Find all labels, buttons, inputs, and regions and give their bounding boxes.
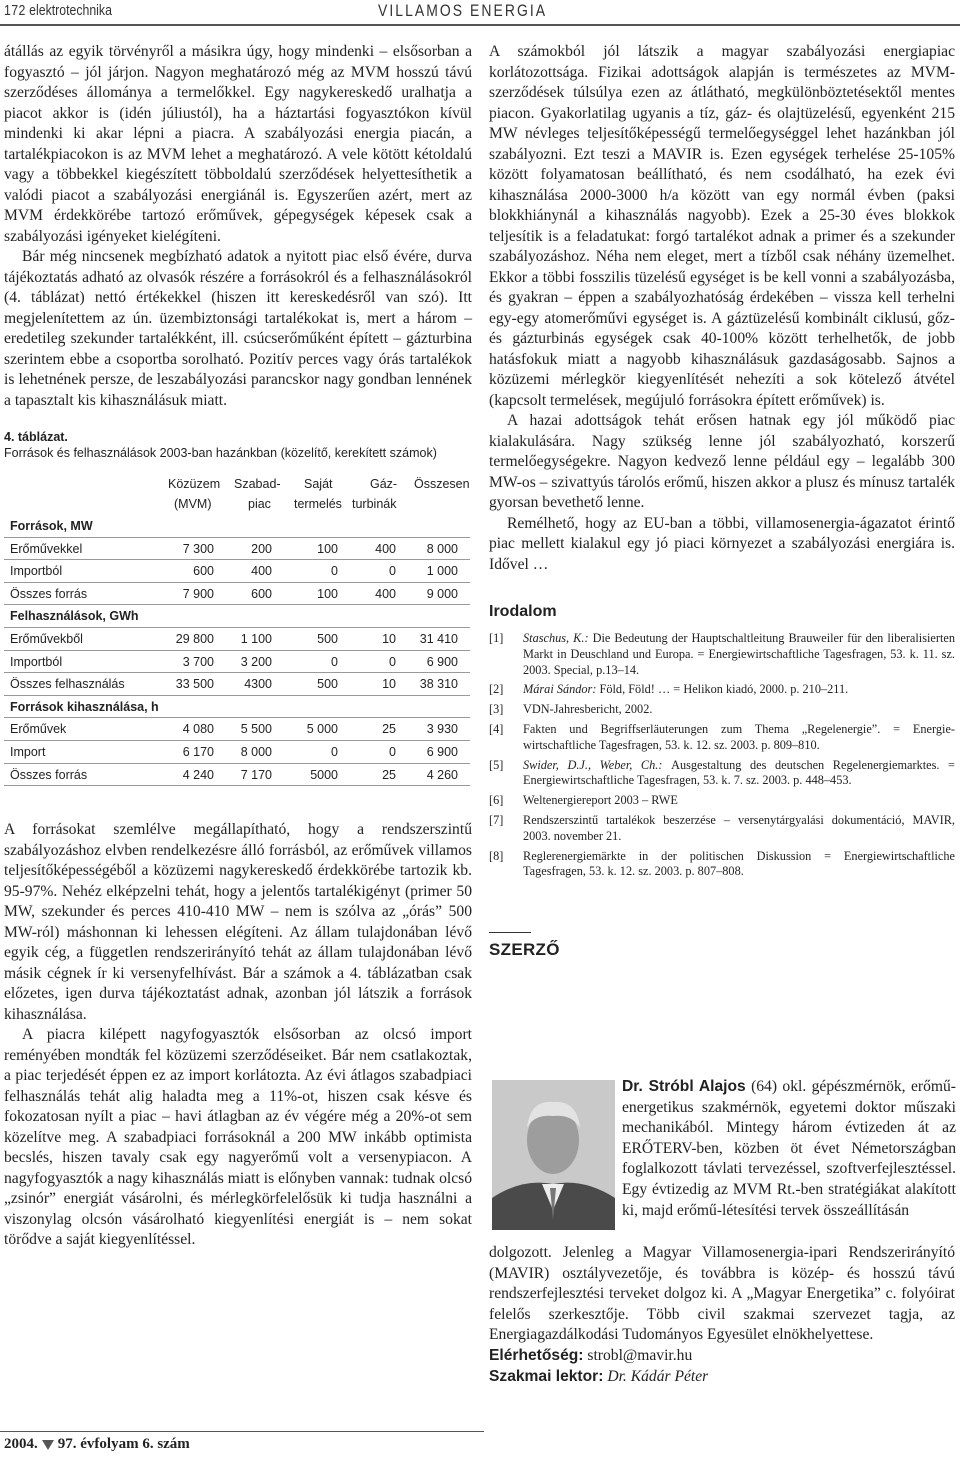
table-section-row bbox=[4, 515, 470, 538]
author-bio-part-2: dolgozott. Jelenleg a Magyar Villamosenergia-ipari Rendszerirányító (MAVIR) osztályvezetője, és továbbra is közép- és hosszú távú rendszerfejlesztési terveket dolgoz ki. A „Magyar Energetika” c. folyóirat felelős szerkesztője. Több civil szakmai szervezet tagja, az Energiagazdálkodási Tudományos Egyesület elnökhelyettese. bbox=[489, 1244, 955, 1344]
table-cell: 31 410 bbox=[419, 631, 458, 646]
table-cell: 10 bbox=[382, 631, 396, 646]
left-column bbox=[4, 42, 472, 1251]
paragraph: A forrásokat szemlélve megállapítható, hogy a rendszerszintű szabályozáshoz elvben rendelkezésre álló forrásból, az erőművek villamos teljesítőképességéből a közüzemi nagykereskedő érdekkörébe tartozik kb. 95-97%. Nehéz elképzelni tehát, hogy a jelentős tartalékigényt (primer 50 MW, szekunder és perces 410-410 MW – nem is szólva az „órás” 500 MW-ról) máshonnan ki lehessen elégíteni. Az állam tulajdonában lévő egyik cég, a független rendszerirányító tehát az állam tulajdonában lévő másik cégnek ír ki versenyfelhívást. Bár a számok a 4. táblázatban csak előzetes, igen durva tájékoztatást adnak, azonban jól látszik a források kihasználása. bbox=[4, 821, 472, 1023]
table-cell: 0 bbox=[331, 564, 338, 579]
reference-text: Die Bedeutung der Hauptschaltleitung Brauweiler für den liberalisierten Markt in Deuschland und Europa. = Energiewirtschaftliche Tagesfragen, 53. k. 11. sz. 2003. Special, p.13–14. bbox=[523, 631, 955, 677]
row-label: Importból bbox=[10, 654, 63, 669]
triangle-icon bbox=[42, 1440, 54, 1450]
page-header bbox=[0, 0, 960, 24]
reference-number: [2] bbox=[489, 682, 504, 697]
table-cell: 25 bbox=[382, 767, 396, 782]
author-bio-lower bbox=[489, 1243, 955, 1387]
section-title: VILLAMOS ENERGIA bbox=[378, 1, 548, 20]
author-heading-rule bbox=[489, 932, 531, 933]
table-cell: 7 170 bbox=[240, 767, 272, 782]
row-label: Import bbox=[10, 744, 46, 759]
row-label: Erőművekből bbox=[10, 631, 83, 646]
right-column bbox=[489, 42, 955, 960]
author-bio-wrap bbox=[622, 1077, 956, 1221]
reference-author: Márai Sándor: bbox=[523, 682, 600, 697]
reference-item bbox=[489, 849, 955, 881]
table-cell: 600 bbox=[193, 564, 214, 579]
row-label: Felhasználások, GWh bbox=[10, 609, 139, 624]
footer-rule bbox=[0, 1431, 484, 1432]
contact-email[interactable]: strobl@mavir.hu bbox=[587, 1346, 693, 1364]
table-cell: 4 260 bbox=[426, 767, 458, 782]
row-label: Erőművekkel bbox=[10, 541, 83, 556]
column-header: Gáz- bbox=[370, 477, 398, 491]
table-cell: 7 300 bbox=[182, 541, 214, 556]
table-cell: 10 bbox=[382, 677, 396, 692]
reference-number: [1] bbox=[489, 631, 504, 645]
table-title: Források és felhasználások 2003-ban hazánkban (közelítő, kerekített számok) bbox=[4, 446, 437, 460]
reference-item bbox=[489, 682, 955, 698]
table-cell: 38 310 bbox=[419, 677, 458, 692]
table-cell: 600 bbox=[251, 586, 272, 601]
page-number: 172 bbox=[4, 2, 26, 19]
paragraph: A hazai adottságok tehát erősen hatnak egy jól működő piac kialakulására. Nagy szükség lenne jól szabályozható, korszerű termelőegységekre. Nagyon kedvező lenne például egy – legalább 300 MW-os – szivattyús tárolós erőmű, hiszen akkor a plusz és mínusz tartalék gyorsan bevethető lenne. bbox=[489, 412, 955, 511]
data-table bbox=[4, 475, 470, 786]
column-header: Saját bbox=[304, 477, 333, 491]
references-heading: Irodalom bbox=[489, 603, 557, 620]
table-cell: 3 930 bbox=[426, 722, 458, 737]
table-body bbox=[4, 515, 470, 786]
paragraph: A piacra kilépett nagyfogyasztók elsősorban az olcsó import reményében mondták fel közüzemi szerződéseiket. Bár nem csatlakoztak, a piac terjedését éppen ez az import korlátozta. Az évi átlagos szabadpiaci felhasználás tehát alig haladta meg a 11%-ot, hiszen csak késve és fokozatosan nyílt a piac – havi átlagban az év végére még a 20%-ot sem közelítve meg. A szabadpiaci forrásoknál a 200 MW inkább optimista becslés, hiszen tavaly csak egy nagyerőmű volt a versenypiacon. A nagyfogyasztók a nagy kihasználás miatt is előnyben vannak: tudnak olcsó „zsinór” energiát vásárolni, és mérlegkörfelelősük ki tudja használni a viszonylag olcsón vásárolható kiegyenlítési energiát is – nem sokat törődve a saját kiegyenlítéssel. bbox=[4, 1026, 472, 1249]
table-number: 4. táblázat. bbox=[4, 430, 68, 444]
reference-number: [4] bbox=[489, 721, 504, 736]
reference-item bbox=[489, 793, 955, 809]
table-cell: 5 000 bbox=[306, 722, 338, 737]
table-cell: 400 bbox=[251, 564, 272, 579]
reference-item bbox=[489, 722, 955, 754]
table-cell: 0 bbox=[331, 654, 338, 669]
table-cell: 0 bbox=[389, 654, 396, 669]
reference-number: [5] bbox=[489, 757, 504, 772]
author-photo bbox=[492, 1080, 615, 1230]
row-label: Források kihasználása, h bbox=[10, 699, 159, 714]
table-cell: 8 000 bbox=[426, 541, 458, 556]
paragraph: A számokból jól látszik a magyar szabályozási energiapiac korlátozottsága. Fizikai adottságok alapján is természetes az MVM-szerződések túlsúlya ezen az átlátható, megkülönböztetésektől mentes piacon. Gyakorlatilag ugyanis a tíz, gáz- és olajtüzelésű, egyenként 215 MW névleges teljesítőképességű termelőegységgel lehet hazánkban jól szabályozni. Ezt teszi a MAVIR is. Ezen egységek terhelése 25-105% között folyamatosan beállítható, és nem csodálható, ha ezek évi kihasználása 2000-3000 h/a között van egy normál évben (paksi blokkhiánynál a kihasználás nagyobb). Ezek a 25-30 éves blokkok teljesítik is a feladatukat: forgó tartalékot adnak a primer és a szekunder szabályozáshoz. Néha nem eleget, mert a tízből csak néhány üzemelhet. Ekkor a többi fosszilis tüzelésű egységet is be kell vonni a szabályozásba, és gyakran – éppen a szabályozhatóság érdekében – vissza kell terhelni egy-egy atomerőművi egységet is. A gáztüzelésű kombinált ciklusú, gőz- és gázturbinás egységek csak 40-100% között terhelhetők, de jobb hatásfokuk miatt a nagyobb kihasználásuk gazdaságosabb. Sajnos a közüzemi mérlegkör kiegyenlítését nehezíti a sok kötelező átvétel (kapcsolt termelések, megújuló forrásokra épített erőművek) is. bbox=[489, 43, 955, 409]
reviewer-label: Szakmai lektor: bbox=[489, 1367, 604, 1385]
table-cell: 100 bbox=[317, 541, 338, 556]
table-cell: 6 900 bbox=[426, 654, 458, 669]
table-row bbox=[4, 651, 470, 674]
column-header: Szabad- bbox=[234, 477, 281, 491]
reference-item bbox=[489, 758, 955, 790]
reference-text: Reglerenergiemärkte in der politischen Diskussion = Energiewirtschaftliche Tagesfragen, 53. k. 12. sz. 2003. p. 807–808. bbox=[523, 848, 955, 879]
table-header-row-1 bbox=[4, 475, 470, 495]
table-cell: 1 000 bbox=[426, 564, 458, 579]
column-header: Közüzem bbox=[168, 477, 221, 491]
reference-text: Weltenergiereport 2003 – RWE bbox=[523, 793, 678, 808]
table-cell: 1 100 bbox=[240, 631, 272, 646]
column-header: turbinák bbox=[352, 497, 397, 511]
contact-label: Elérhetőség: bbox=[489, 1346, 584, 1364]
table-cell: 4 240 bbox=[182, 767, 214, 782]
table-cell: 4300 bbox=[244, 677, 272, 692]
table-cell: 0 bbox=[331, 744, 338, 759]
table-cell: 100 bbox=[317, 586, 338, 601]
reference-text: Ausgestaltung des deutschen Regelenergiemarktes. = Energiewirtschaftliche Tagesfragen, 53. k. 7. sz. 2003. p. 448–453. bbox=[523, 757, 955, 788]
footer-volume: 97. évfolyam 6. szám bbox=[57, 1436, 190, 1452]
table-cell: 9 000 bbox=[426, 586, 458, 601]
table-caption bbox=[4, 429, 472, 461]
page-footer bbox=[4, 1436, 190, 1453]
column-header: (MVM) bbox=[174, 497, 212, 511]
table-cell: 7 900 bbox=[182, 586, 214, 601]
table-cell: 6 900 bbox=[426, 744, 458, 759]
table-row bbox=[4, 560, 470, 583]
reference-number: [6] bbox=[489, 793, 504, 808]
reviewer-name: Dr. Kádár Péter bbox=[607, 1367, 709, 1385]
reference-text: Fakten und Begriffserläuterungen zum Thema „Regelenergie”. = Energie-wirtschaftliche Tagesfragen, 53. k. 12. sz. 2003. p. 809–810. bbox=[523, 721, 955, 752]
column-header: termelés bbox=[294, 497, 342, 511]
table-cell: 29 800 bbox=[175, 631, 214, 646]
table-row bbox=[4, 628, 470, 651]
author-heading-text: SZERZŐ bbox=[489, 940, 560, 960]
table-cell: 500 bbox=[317, 631, 338, 646]
table-cell: 8 000 bbox=[240, 744, 272, 759]
magazine-name: elektrotechnika bbox=[29, 2, 112, 19]
table-cell: 500 bbox=[317, 677, 338, 692]
table-row bbox=[4, 538, 470, 561]
table-row bbox=[4, 673, 470, 696]
reference-text: Rendszerszintű tartalékok beszerzése – versenytárgyalási dokumentáció, MAVIR, 2003. november 21. bbox=[523, 812, 955, 843]
reference-number: [7] bbox=[489, 812, 504, 827]
reference-text: Föld, Föld! … = Helikon kiadó, 2000. p. 210–211. bbox=[599, 682, 849, 697]
paragraph: átállás az egyik törvényről a másikra úgy, hogy mindenki – elsősorban a fogyasztó – jól járjon. Nagyon meghatározó még az MVM hosszú távú szerződéses állománya a termelőkkel. Egy nagykereskedő uralhatja a piacot akkor is (idén júliustól), ha a háztartási fogyasztókon kívül mindenki ki akar lépni a piacra. A szabályozási energia piacán, a tartalékpiacokon is az MVM lehet a meghatározó. A vele kötött kétoldalú vagy a többekkel kiegészített többoldalú szerződések helyettesíthetik a valódi piacot a szabályozási energiánál is. Egyszerűen azért, mert az MVM érdekkörébe tartozó erőművek, gépegységek képesek csak a szabályozási igényeket kielégíteni. bbox=[4, 43, 472, 245]
header-rule bbox=[0, 24, 960, 26]
author-name: Dr. Stróbl Alajos bbox=[622, 1078, 746, 1095]
table-row bbox=[4, 583, 470, 606]
row-label: Források, MW bbox=[10, 519, 93, 533]
table-header-row-2 bbox=[4, 495, 470, 515]
table-cell: 6 170 bbox=[182, 744, 214, 759]
table-cell: 0 bbox=[389, 744, 396, 759]
row-label: Összes forrás bbox=[10, 767, 88, 782]
reference-author: Staschus, K.: bbox=[523, 631, 593, 645]
table-cell: 400 bbox=[375, 541, 396, 556]
table-row bbox=[4, 741, 470, 764]
row-label: Összes forrás bbox=[10, 586, 88, 601]
reference-number: [8] bbox=[489, 848, 504, 863]
row-label: Importból bbox=[10, 564, 63, 579]
references-list bbox=[489, 631, 955, 880]
table-cell: 3 200 bbox=[240, 654, 272, 669]
table-cell: 33 500 bbox=[175, 677, 214, 692]
author-portrait-image bbox=[492, 1080, 615, 1230]
reference-text: VDN-Jahresbericht, 2002. bbox=[523, 702, 653, 717]
reviewer-line bbox=[489, 1367, 955, 1388]
table-row bbox=[4, 764, 470, 787]
table-section-row bbox=[4, 696, 470, 719]
paragraph: Bár még nincsenek megbízható adatok a nyitott piac első évére, durva tájékoztatás adható az olvasók részére a forrásokról és a felhasználásokról (4. táblázat) nettó értékekkel (hiszen itt kereskedésről van szó). Itt megjelenítettem az ún. üzembiztonsági tartalékokat is, mert a három – eredetileg szekunder tartalékként, ill. csúcserőműként épített – gázturbina szerintem ebbe a csoportba sorolható. Pozitív perces vagy órás tartalékok is lehetnének persze, de leszabályozási parancskor nagy gondban lennének a tapasztalt kis kihasználásuk miatt. bbox=[4, 248, 472, 409]
reference-item bbox=[489, 631, 955, 678]
page-folio bbox=[4, 2, 112, 19]
reference-number: [3] bbox=[489, 702, 504, 717]
table-section-row bbox=[4, 605, 470, 628]
table-cell: 400 bbox=[375, 586, 396, 601]
author-heading bbox=[489, 940, 955, 960]
reference-item bbox=[489, 702, 955, 718]
author-bio-top bbox=[622, 1077, 956, 1221]
table-cell: 25 bbox=[382, 722, 396, 737]
table-cell: 200 bbox=[251, 541, 272, 556]
row-label: Erőművek bbox=[10, 722, 67, 737]
footer-year: 2004. bbox=[4, 1436, 38, 1452]
table-cell: 5000 bbox=[310, 767, 338, 782]
row-label: Összes felhasználás bbox=[10, 677, 125, 692]
author-contact bbox=[489, 1346, 955, 1367]
table-cell: 4 080 bbox=[182, 722, 214, 737]
reference-author: Swider, D.J., Weber, Ch.: bbox=[523, 757, 672, 772]
paragraph: Remélhető, hogy az EU-ban a többi, villamosenergia-ágazatot érintő piac mellett kialakul egy jó piaci környezet a szabályozási energiára is. Idővel … bbox=[489, 514, 955, 573]
table-cell: 0 bbox=[389, 564, 396, 579]
column-header: piac bbox=[248, 497, 271, 511]
table-cell: 3 700 bbox=[182, 654, 214, 669]
table-row bbox=[4, 718, 470, 741]
reference-item bbox=[489, 813, 955, 845]
author-bio-part-1: (64) okl. gépészmérnök, erőmű-energetikus szakmérnök, egyetemi doktor műszaki mechanikából. Mintegy három évtizeden át az ERŐTERV-ben, közben öt évet Németországban foglalkozott távlati tervezéssel, szoftverfejlesztéssel. Egy évtizedig az MVM Rt.-ben stratégiákat alakított ki, majd erőmű-létesítési tervek összeállításán bbox=[622, 1078, 956, 1219]
column-header: Összesen bbox=[414, 477, 470, 491]
table-cell: 5 500 bbox=[240, 722, 272, 737]
